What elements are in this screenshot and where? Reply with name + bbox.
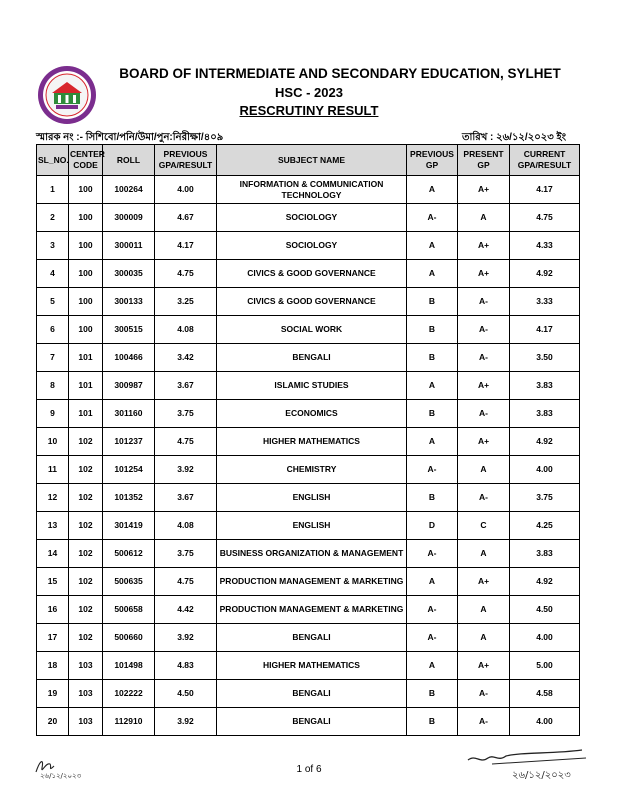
cell-roll: 300133 (103, 288, 155, 316)
cell-current-gpa: 3.83 (510, 540, 580, 568)
cell-previous-gpa: 4.50 (155, 680, 217, 708)
cell-present-gp: C (458, 512, 510, 540)
cell-previous-gpa: 4.75 (155, 568, 217, 596)
cell-roll: 300009 (103, 204, 155, 232)
cell-subject-name: ENGLISH (217, 484, 407, 512)
cell-previous-gp: B (407, 288, 458, 316)
cell-sl-no: 7 (37, 344, 69, 372)
cell-previous-gpa: 3.67 (155, 372, 217, 400)
cell-previous-gp: A (407, 428, 458, 456)
cell-subject-name: CIVICS & GOOD GOVERNANCE (217, 260, 407, 288)
cell-present-gp: A- (458, 484, 510, 512)
cell-roll: 300011 (103, 232, 155, 260)
table-row (37, 400, 580, 428)
cell-roll: 500612 (103, 540, 155, 568)
cell-roll: 101352 (103, 484, 155, 512)
table-row (37, 540, 580, 568)
controller-signature (462, 744, 592, 784)
cell-present-gp: A+ (458, 372, 510, 400)
cell-sl-no: 3 (37, 232, 69, 260)
col-header-previous-gp: PREVIOUS GP (407, 145, 458, 176)
cell-center-code: 100 (69, 232, 103, 260)
table-row (37, 484, 580, 512)
cell-current-gpa: 4.50 (510, 596, 580, 624)
cell-previous-gp: A (407, 372, 458, 400)
cell-present-gp: A- (458, 288, 510, 316)
cell-previous-gp: A- (407, 540, 458, 568)
cell-previous-gpa: 3.75 (155, 400, 217, 428)
cell-present-gp: A+ (458, 176, 510, 204)
cell-previous-gp: A (407, 260, 458, 288)
cell-sl-no: 13 (37, 512, 69, 540)
cell-previous-gp: B (407, 484, 458, 512)
cell-subject-name: INFORMATION & COMMUNICATION TECHNOLOGY (217, 176, 407, 204)
cell-subject-name: SOCIOLOGY (217, 204, 407, 232)
cell-roll: 500660 (103, 624, 155, 652)
cell-subject-name: PRODUCTION MANAGEMENT & MARKETING (217, 596, 407, 624)
cell-sl-no: 5 (37, 288, 69, 316)
cell-present-gp: A+ (458, 260, 510, 288)
cell-previous-gpa: 3.67 (155, 484, 217, 512)
cell-previous-gpa: 4.00 (155, 176, 217, 204)
table-row (37, 344, 580, 372)
cell-roll: 112910 (103, 708, 155, 736)
cell-current-gpa: 4.58 (510, 680, 580, 708)
cell-current-gpa: 3.50 (510, 344, 580, 372)
cell-previous-gp: A- (407, 624, 458, 652)
table-row (37, 176, 580, 204)
cell-present-gp: A+ (458, 652, 510, 680)
table-row (37, 316, 580, 344)
cell-center-code: 102 (69, 484, 103, 512)
cell-present-gp: A+ (458, 232, 510, 260)
cell-current-gpa: 4.75 (510, 204, 580, 232)
cell-subject-name: BENGALI (217, 680, 407, 708)
cell-center-code: 102 (69, 456, 103, 484)
cell-roll: 301160 (103, 400, 155, 428)
cell-current-gpa: 4.25 (510, 512, 580, 540)
cell-subject-name: CHEMISTRY (217, 456, 407, 484)
table-row (37, 680, 580, 708)
cell-previous-gpa: 4.08 (155, 316, 217, 344)
cell-present-gp: A- (458, 708, 510, 736)
cell-previous-gp: B (407, 344, 458, 372)
col-header-center-code: CENTER CODE (69, 145, 103, 176)
cell-present-gp: A (458, 596, 510, 624)
cell-roll: 300035 (103, 260, 155, 288)
cell-previous-gp: D (407, 512, 458, 540)
table-row (37, 232, 580, 260)
cell-previous-gpa: 4.83 (155, 652, 217, 680)
cell-current-gpa: 5.00 (510, 652, 580, 680)
cell-center-code: 102 (69, 512, 103, 540)
cell-center-code: 103 (69, 680, 103, 708)
table-row (37, 204, 580, 232)
page-number: 1 of 6 (296, 764, 322, 775)
cell-center-code: 102 (69, 624, 103, 652)
exam-title: HSC - 2023 (275, 85, 343, 100)
cell-sl-no: 8 (37, 372, 69, 400)
cell-roll: 101498 (103, 652, 155, 680)
cell-present-gp: A (458, 624, 510, 652)
table-row (37, 456, 580, 484)
cell-current-gpa: 4.00 (510, 456, 580, 484)
cell-center-code: 102 (69, 540, 103, 568)
cell-sl-no: 14 (37, 540, 69, 568)
cell-center-code: 100 (69, 176, 103, 204)
cell-center-code: 102 (69, 596, 103, 624)
cell-center-code: 101 (69, 400, 103, 428)
cell-previous-gpa: 3.75 (155, 540, 217, 568)
cell-previous-gp: B (407, 680, 458, 708)
cell-current-gpa: 4.92 (510, 260, 580, 288)
cell-previous-gp: A- (407, 456, 458, 484)
cell-center-code: 103 (69, 708, 103, 736)
cell-center-code: 100 (69, 316, 103, 344)
cell-previous-gpa: 4.67 (155, 204, 217, 232)
cell-sl-no: 9 (37, 400, 69, 428)
memo-date: তারিখ : ২৬/১২/২০২৩ ইং (461, 132, 566, 143)
cell-previous-gpa: 3.92 (155, 708, 217, 736)
cell-present-gp: A+ (458, 568, 510, 596)
cell-current-gpa: 3.33 (510, 288, 580, 316)
cell-previous-gp: A (407, 652, 458, 680)
cell-roll: 100264 (103, 176, 155, 204)
cell-subject-name: SOCIOLOGY (217, 232, 407, 260)
cell-previous-gpa: 4.08 (155, 512, 217, 540)
cell-center-code: 100 (69, 288, 103, 316)
cell-subject-name: HIGHER MATHEMATICS (217, 428, 407, 456)
cell-current-gpa: 3.75 (510, 484, 580, 512)
cell-center-code: 101 (69, 372, 103, 400)
cell-present-gp: A+ (458, 428, 510, 456)
cell-previous-gpa: 4.42 (155, 596, 217, 624)
cell-previous-gp: A- (407, 596, 458, 624)
cell-subject-name: PRODUCTION MANAGEMENT & MARKETING (217, 568, 407, 596)
cell-center-code: 100 (69, 204, 103, 232)
cell-roll: 102222 (103, 680, 155, 708)
document-title: RESCRUTINY RESULT (239, 103, 379, 118)
cell-current-gpa: 4.92 (510, 568, 580, 596)
cell-sl-no: 17 (37, 624, 69, 652)
cell-roll: 101237 (103, 428, 155, 456)
cell-current-gpa: 4.92 (510, 428, 580, 456)
cell-previous-gp: B (407, 316, 458, 344)
cell-subject-name: ISLAMIC STUDIES (217, 372, 407, 400)
cell-roll: 100466 (103, 344, 155, 372)
cell-subject-name: BENGALI (217, 624, 407, 652)
cell-previous-gp: A (407, 176, 458, 204)
cell-roll: 500635 (103, 568, 155, 596)
cell-subject-name: SOCIAL WORK (217, 316, 407, 344)
cell-present-gp: A (458, 204, 510, 232)
cell-sl-no: 16 (37, 596, 69, 624)
table-row (37, 512, 580, 540)
cell-subject-name: CIVICS & GOOD GOVERNANCE (217, 288, 407, 316)
table-row (37, 652, 580, 680)
col-header-subject-name: SUBJECT NAME (217, 145, 407, 176)
cell-current-gpa: 4.00 (510, 708, 580, 736)
table-row (37, 428, 580, 456)
cell-sl-no: 12 (37, 484, 69, 512)
cell-roll: 500658 (103, 596, 155, 624)
table-row (37, 372, 580, 400)
cell-present-gp: A- (458, 400, 510, 428)
cell-current-gpa: 3.83 (510, 372, 580, 400)
cell-sl-no: 19 (37, 680, 69, 708)
cell-previous-gp: A (407, 568, 458, 596)
memo-number: স্মারক নং :- সিশিবো/পনি/উমা/পুন:নিরীক্ষা/৪০৯ (36, 132, 224, 143)
cell-subject-name: BENGALI (217, 708, 407, 736)
cell-previous-gp: B (407, 708, 458, 736)
cell-previous-gp: B (407, 400, 458, 428)
col-header-roll: ROLL (103, 145, 155, 176)
cell-center-code: 103 (69, 652, 103, 680)
cell-previous-gpa: 4.17 (155, 232, 217, 260)
cell-previous-gpa: 3.92 (155, 624, 217, 652)
cell-subject-name: BENGALI (217, 344, 407, 372)
cell-sl-no: 15 (37, 568, 69, 596)
cell-roll: 301419 (103, 512, 155, 540)
table-row (37, 596, 580, 624)
table-row (37, 624, 580, 652)
table-row (37, 568, 580, 596)
cell-present-gp: A (458, 456, 510, 484)
cell-subject-name: ECONOMICS (217, 400, 407, 428)
board-title: BOARD OF INTERMEDIATE AND SECONDARY EDUCATION, SYLHET (119, 66, 561, 81)
cell-sl-no: 10 (37, 428, 69, 456)
cell-sl-no: 6 (37, 316, 69, 344)
cell-sl-no: 18 (37, 652, 69, 680)
col-header-previous-gpa: PREVIOUS GPA/RESULT (155, 145, 217, 176)
cell-present-gp: A (458, 540, 510, 568)
signature-date: ২৬/১২/২০২৩ (512, 770, 571, 781)
cell-current-gpa: 4.17 (510, 316, 580, 344)
cell-current-gpa: 4.00 (510, 624, 580, 652)
cell-center-code: 102 (69, 568, 103, 596)
cell-present-gp: A- (458, 316, 510, 344)
cell-current-gpa: 4.33 (510, 232, 580, 260)
col-header-sl-no: SL_NO. (37, 145, 69, 176)
table-row (37, 288, 580, 316)
cell-previous-gp: A- (407, 204, 458, 232)
cell-roll: 101254 (103, 456, 155, 484)
cell-current-gpa: 3.83 (510, 400, 580, 428)
cell-sl-no: 2 (37, 204, 69, 232)
cell-roll: 300515 (103, 316, 155, 344)
cell-present-gp: A- (458, 344, 510, 372)
cell-center-code: 101 (69, 344, 103, 372)
cell-current-gpa: 4.17 (510, 176, 580, 204)
col-header-current-gpa: CURRENT GPA/RESULT (510, 145, 580, 176)
table-row (37, 260, 580, 288)
cell-sl-no: 20 (37, 708, 69, 736)
cell-previous-gpa: 3.42 (155, 344, 217, 372)
cell-center-code: 102 (69, 428, 103, 456)
cell-previous-gpa: 3.92 (155, 456, 217, 484)
cell-previous-gpa: 4.75 (155, 428, 217, 456)
cell-roll: 300987 (103, 372, 155, 400)
table-header-row (37, 145, 580, 176)
initials-date: ২৬/১২/২০২৩ (40, 772, 82, 780)
cell-previous-gpa: 4.75 (155, 260, 217, 288)
table-row (37, 708, 580, 736)
cell-subject-name: BUSINESS ORGANIZATION & MANAGEMENT (217, 540, 407, 568)
cell-previous-gp: A (407, 232, 458, 260)
cell-sl-no: 11 (37, 456, 69, 484)
cell-center-code: 100 (69, 260, 103, 288)
cell-previous-gpa: 3.25 (155, 288, 217, 316)
cell-subject-name: HIGHER MATHEMATICS (217, 652, 407, 680)
cell-sl-no: 4 (37, 260, 69, 288)
col-header-present-gp: PRESENT GP (458, 145, 510, 176)
cell-subject-name: ENGLISH (217, 512, 407, 540)
cell-sl-no: 1 (37, 176, 69, 204)
cell-present-gp: A- (458, 680, 510, 708)
results-table (36, 144, 580, 736)
